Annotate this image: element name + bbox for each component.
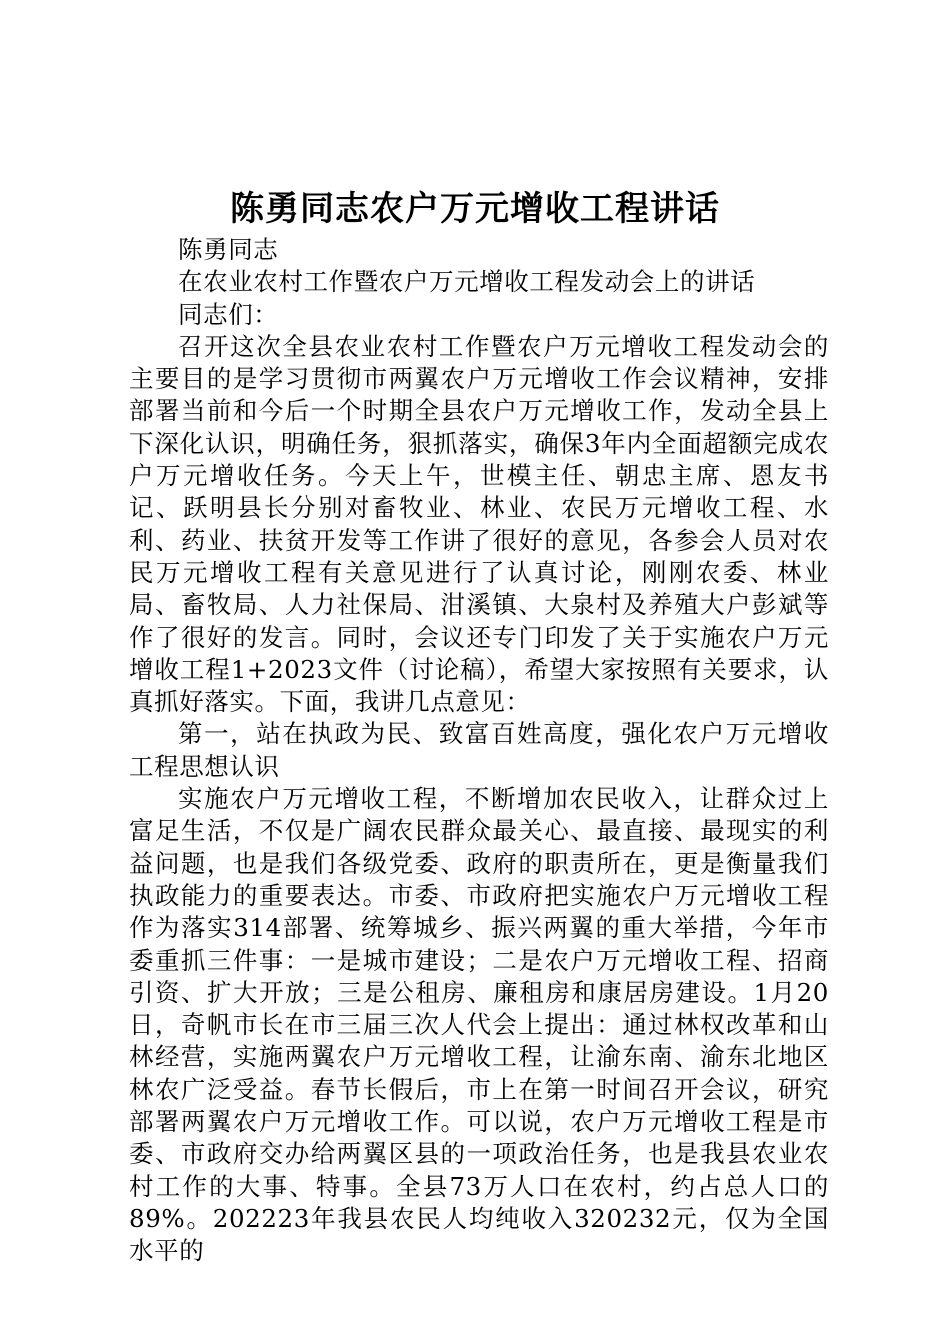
- speech-occasion: 在农业农村工作暨农户万元增收工程发动会上的讲话: [178, 267, 756, 297]
- salutation: 同志们：: [178, 299, 279, 329]
- body-paragraph: 实施农户万元增收工程，不断增加农民收入，让群众过上富足生活，不仅是广阔农民群众最关心、最直接、最现实的利益问题，也是我们各级党委、政府的职责所在，更是衡量我们执政能力的重要表达。市委、市政府把实施农户万元增收工程作为落实314部署、统筹城乡、振兴两翼的重大举措，今年市委重抓三件事：一是城市建设；二是农户万元增收工程、招商引资、扩大开放；三是公租房、廉租房和康居房建设。1月20日，奇帆市长在市三届三次人代会上提出：通过林权改革和山林经营，实施两翼农户万元增收工程，让渝东南、渝东北地区林农广泛受益。春节长假后，市上在第一时间召开会议，研究部署两翼农户万元增收工作。可以说，农户万元增收工程是市委、市政府交办给两翼区县的一项政治任务，也是我县农业农村工作的大事、特事。全县73万人口在农村，约占总人口的89%。202223年我县农民人均纯收入320232元，仅为全国水平的: [129, 784, 829, 1266]
- speaker-name: 陈勇同志: [178, 235, 279, 264]
- section-heading: 第一，站在执政为民、致富百姓高度，强化农户万元增收工程思想认识: [129, 719, 829, 781]
- body-paragraph: 召开这次全县农业农村工作暨农户万元增收工程发动会的主要目的是学习贯彻市两翼农户万元增收工作会议精神，安排部署当前和今后一个时期全县农户万元增收工作，发动全县上下深化认识，明确任务，狠抓落实，确保3年内全面超额完成农户万元增收任务。今天上午，世模主任、朝忠主席、恩友书记、跃明县长分别对畜牧业、林业、农民万元增收工程、水利、药业、扶贫开发等工作讲了很好的意见，各参会人员对农民万元增收工程有关意见进行了认真讨论，刚刚农委、林业局、畜牧局、人力社保局、泔溪镇、大泉村及养殖大户彭斌等作了很好的发言。同时，会议还专门印发了关于实施农户万元增收工程1+2023文件（讨论稿），希望大家按照有关要求，认真抓好落实。下面，我讲几点意见：: [129, 331, 829, 717]
- document-title: 陈勇同志农户万元增收工程讲话: [230, 189, 720, 229]
- document-body: [129, 234, 829, 1268]
